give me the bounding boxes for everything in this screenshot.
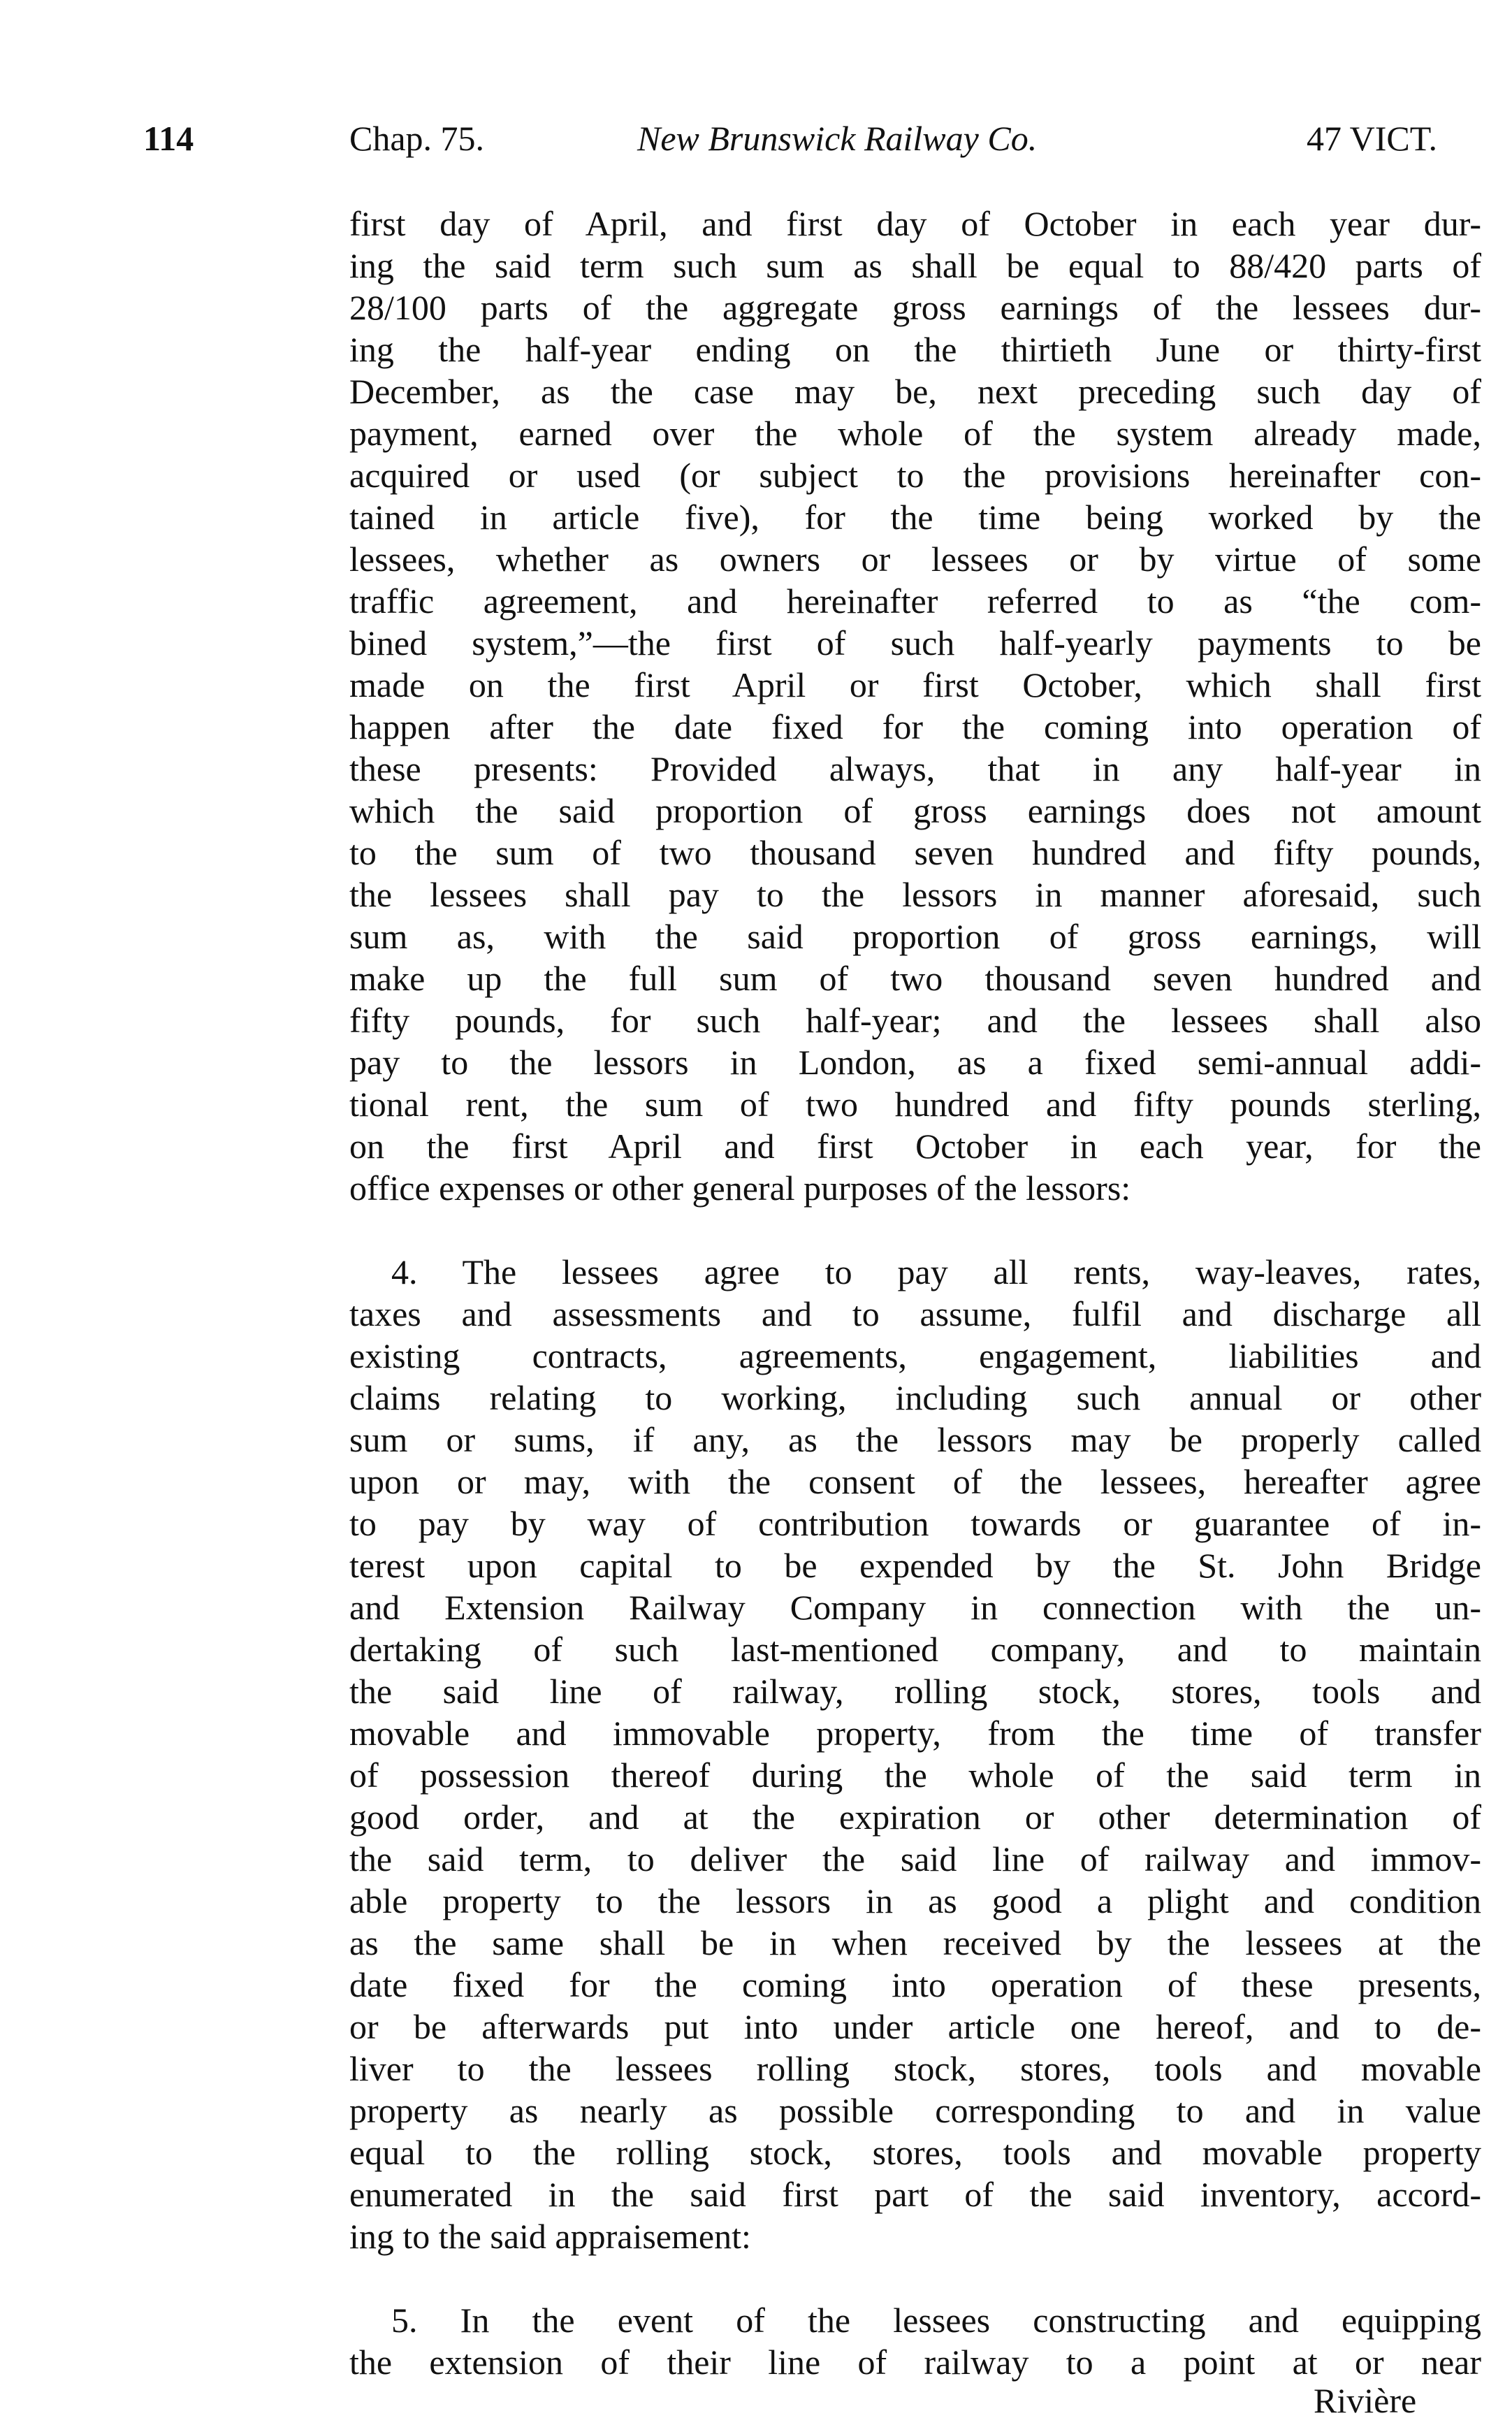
text-line: liver to the lessees rolling stock, stores, tools and movable [349, 2049, 1481, 2088]
text-line: ing to the said appraisement: [349, 2217, 751, 2256]
text-line: sum or sums, if any, as the lessors may be properly called [349, 1420, 1481, 1459]
text-line: acquired or used (or subject to the provisions hereinafter con- [349, 456, 1481, 495]
text-line: traffic agreement, and hereinafter referred to as “the com- [349, 581, 1481, 621]
text-line: property as nearly as possible corresponding to and in value [349, 2091, 1481, 2130]
text-line: as the same shall be in when received by the lessees at the [349, 1923, 1481, 1962]
text-line: Rivière [1314, 2381, 1417, 2420]
page-number: 114 [143, 119, 194, 158]
text-line: existing contracts, agreements, engagement, liabilities and [349, 1336, 1481, 1375]
running-title: New Brunswick Railway Co. [637, 119, 1038, 158]
text-line: which the said proportion of gross earnings does not amount [349, 791, 1481, 830]
text-line: good order, and at the expiration or other determination of [349, 1797, 1481, 1837]
chapter-label: Chap. 75. [349, 119, 485, 158]
text-line: equal to the rolling stock, stores, tools and movable property [349, 2133, 1481, 2172]
text-line: to the sum of two thousand seven hundred and fifty pounds, [349, 833, 1481, 872]
text-line: the extension of their line of railway to a point at or near [349, 2343, 1481, 2382]
text-line: the said term, to deliver the said line of railway and immov- [349, 1839, 1481, 1879]
text-line: claims relating to working, including such annual or other [349, 1378, 1481, 1417]
text-line: dertaking of such last-mentioned company, and to maintain [349, 1630, 1481, 1669]
text-line: taxes and assessments and to assume, fulfil and discharge all [349, 1294, 1481, 1333]
text-line: lessees, whether as owners or lessees or by virtue of some [349, 540, 1481, 579]
regnal-year: 47 VICT. [1307, 119, 1438, 158]
text-line: 28/100 parts of the aggregate gross earnings of the lessees dur- [349, 288, 1481, 327]
text-line: and Extension Railway Company in connection with the un- [349, 1588, 1481, 1627]
text-line: upon or may, with the consent of the lessees, hereafter agree [349, 1462, 1481, 1501]
text-line: happen after the date fixed for the coming into operation of [349, 707, 1481, 746]
text-line: of possession thereof during the whole of the said term in [349, 1756, 1481, 1795]
text-line: terest upon capital to be expended by the St. John Bridge [349, 1546, 1481, 1585]
text-line: able property to the lessors in as good a plight and condition [349, 1881, 1481, 1920]
text-line: ing the said term such sum as shall be equal to 88/420 parts of [349, 246, 1481, 285]
text-line: December, as the case may be, next preceding such day of [349, 372, 1481, 411]
text-line: make up the full sum of two thousand seven hundred and [349, 959, 1481, 998]
text-line: date fixed for the coming into operation of these presents, [349, 1965, 1481, 2004]
text-line: fifty pounds, for such half-year; and the lessees shall also [349, 1001, 1481, 1040]
text-line: sum as, with the said proportion of gross earnings, will [349, 917, 1481, 956]
text-line: tional rent, the sum of two hundred and fifty pounds sterling, [349, 1085, 1481, 1124]
text-line: made on the first April or first October, which shall first [349, 665, 1481, 704]
text-line: on the first April and first October in each year, for the [349, 1127, 1481, 1166]
text-line: payment, earned over the whole of the system already made, [349, 414, 1481, 453]
text-line: these presents: Provided always, that in any half-year in [349, 749, 1481, 788]
text-line: 5. In the event of the lessees constructing and equipping [391, 2301, 1481, 2340]
text-line: or be afterwards put into under article one hereof, and to de- [349, 2007, 1481, 2046]
text-line: tained in article five), for the time being worked by the [349, 498, 1481, 537]
text-line: movable and immovable property, from the time of transfer [349, 1714, 1481, 1753]
text-line: the lessees shall pay to the lessors in manner aforesaid, such [349, 875, 1481, 914]
text-line: enumerated in the said first part of the said inventory, accord- [349, 2175, 1481, 2214]
text-line: office expenses or other general purposes of the lessors: [349, 1168, 1131, 1208]
text-line: ing the half-year ending on the thirtieth June or thirty-first [349, 330, 1481, 369]
text-line: bined system,”—the first of such half-yearly payments to be [349, 623, 1481, 663]
text-line: pay to the lessors in London, as a fixed semi-annual addi- [349, 1043, 1481, 1082]
text-line: to pay by way of contribution towards or guarantee of in- [349, 1504, 1481, 1543]
text-line: first day of April, and first day of October in each year dur- [349, 204, 1481, 243]
text-line: 4. The lessees agree to pay all rents, way-leaves, rates, [391, 1252, 1481, 1291]
text-line: the said line of railway, rolling stock, stores, tools and [349, 1672, 1481, 1711]
